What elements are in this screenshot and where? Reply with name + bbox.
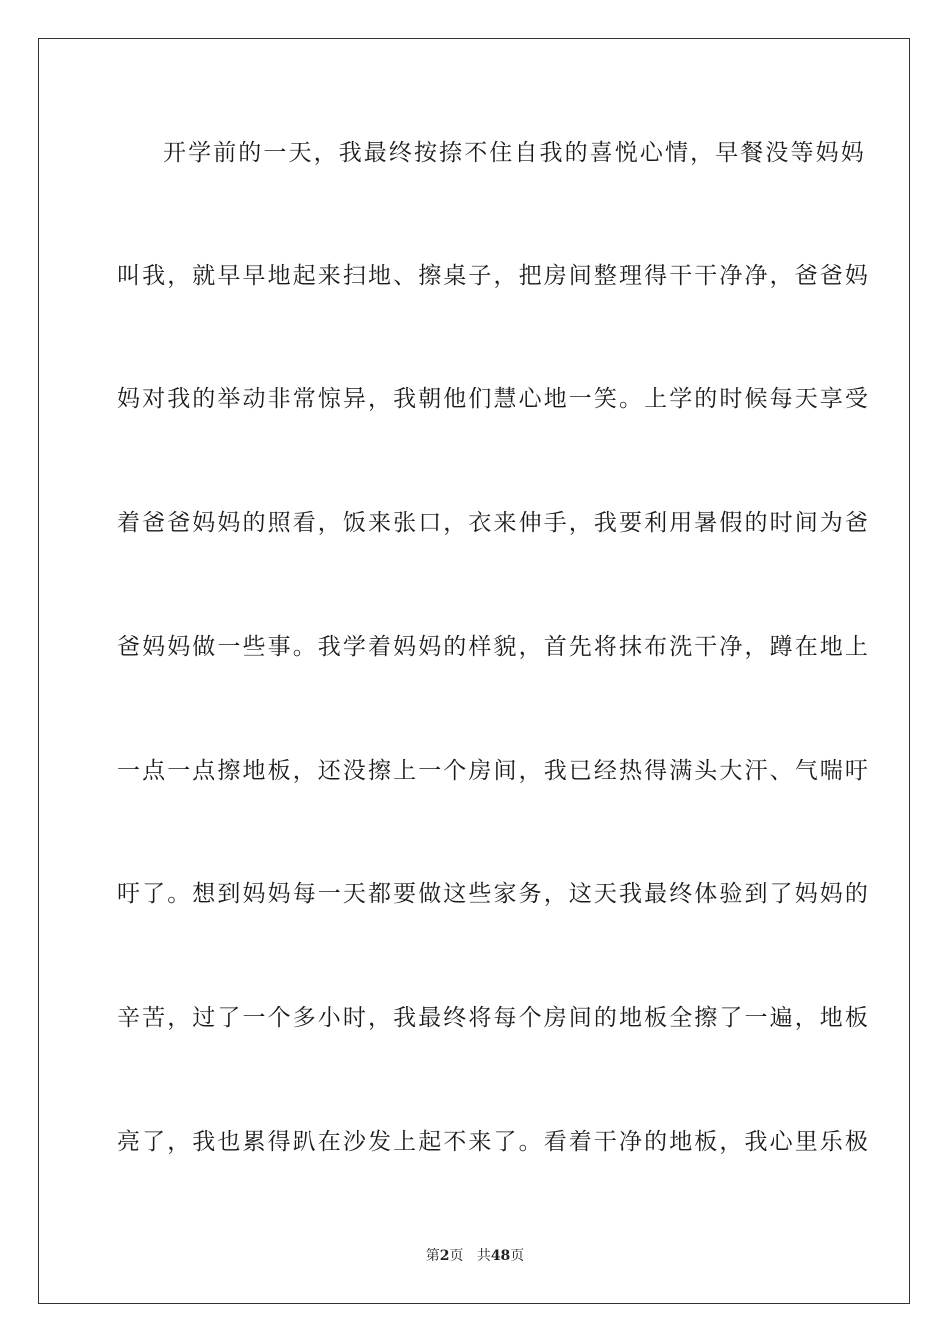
page-footer xyxy=(0,1246,950,1266)
total-page-count: 48 xyxy=(490,1248,511,1264)
current-page-number: 2 xyxy=(439,1248,450,1264)
page-border xyxy=(38,38,910,1304)
body-text-line-5: 爸妈妈做一些事。我学着妈妈的样貌，首先将抹布洗干净，蹲在地上 xyxy=(117,634,870,660)
total-label-suffix: 页 xyxy=(510,1248,525,1264)
body-text-line-2: 叫我，就早早地起来扫地、擦桌子，把房间整理得干干净净，爸爸妈 xyxy=(117,263,870,289)
total-label-prefix: 共 xyxy=(476,1248,491,1264)
body-text-line-7: 吁了。想到妈妈每一天都要做这些家务，这天我最终体验到了妈妈的 xyxy=(117,881,870,907)
body-text-line-8: 辛苦，过了一个多小时，我最终将每个房间的地板全擦了一遍，地板 xyxy=(117,1005,870,1031)
body-text-line-6: 一点一点擦地板，还没擦上一个房间，我已经热得满头大汗、气喘吁 xyxy=(117,758,870,784)
body-text-line-9: 亮了，我也累得趴在沙发上起不来了。看着干净的地板，我心里乐极 xyxy=(117,1129,870,1155)
page-label-suffix: 页 xyxy=(449,1248,464,1264)
page-label-prefix: 第 xyxy=(425,1248,440,1264)
body-text-line-4: 着爸爸妈妈的照看，饭来张口，衣来伸手，我要利用暑假的时间为爸 xyxy=(117,510,870,536)
body-text-line-1: 开学前的一天，我最终按捺不住自我的喜悦心情，早餐没等妈妈 xyxy=(163,140,866,166)
body-text-line-3: 妈对我的举动非常惊异，我朝他们慧心地一笑。上学的时候每天享受 xyxy=(117,386,870,412)
